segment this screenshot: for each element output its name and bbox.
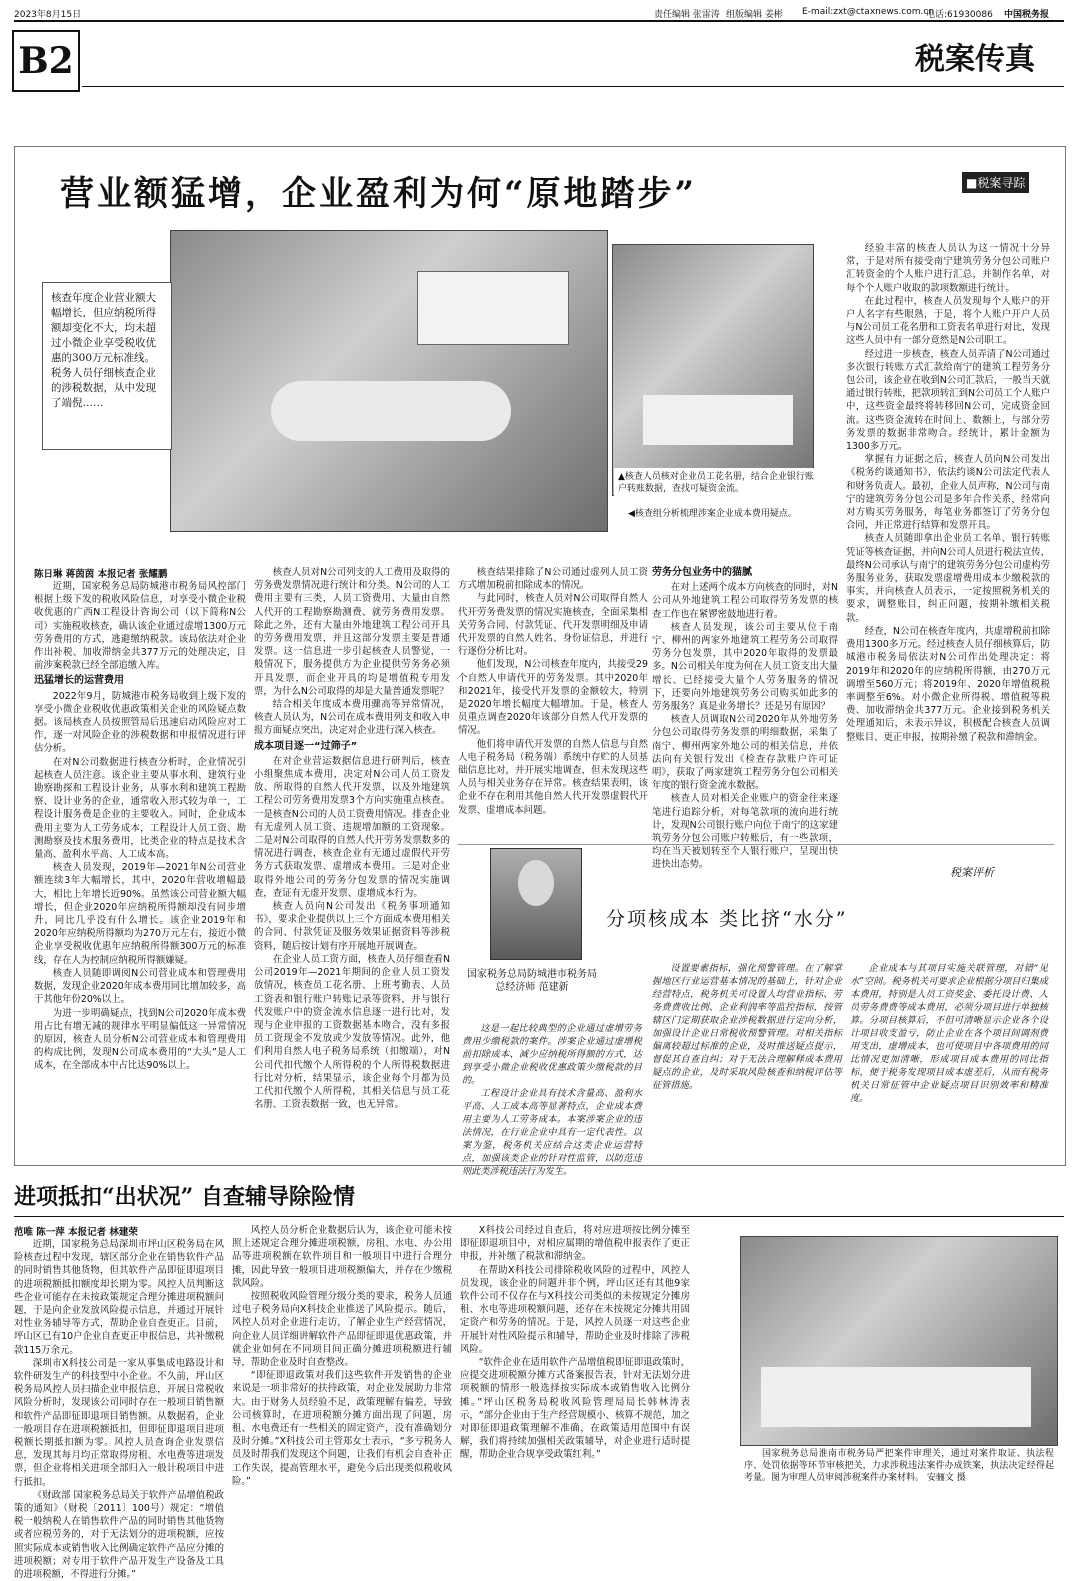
commentary-paragraph: 工程设计企业具有技术含量高、盈利水平高、人工成本高等显著特点，企业成本费用主要为人工劳务成本。本案涉案企业的违法情况，在行业企业中具有一定代表性。以案为鉴，税务机关应结合这类企业运营特点，加强该类企业的针对性监管，以防范违则此类涉税违法行为发生。 bbox=[462, 1088, 642, 1177]
commentary-paragraph: 企业成本与其项目实施关联管理，对错“见水”空间。税务机关可要求企业根据分项目归集成本费用，特别是人员工资奖金、委托设计费、人员劳务费费等成本费用，必须分项目进行单独核算。分项目核算后，不但可清晰显示企业各个设计项目收支盈亏，防止企业在各个项目间调剂费用支出，虚增成本，也可使项目中各项费用的同比情况更加清晰，形成项目成本费用的同比指标，便于税务发现项目成本虚差后，从而有税务机关日常征管中企业疑点项目识别效率和精准度。 bbox=[850, 963, 1048, 1104]
story1-column-2 bbox=[254, 566, 450, 1111]
story2-paragraph: 按照税收风险管理分级分类的要求，税务人员通过电子税务局向X科技企业推送了风险提示。随后，风控人员对企业进行走访，了解企业生产经营情况，向企业人员详细讲解软件产品即征即退优惠政策，并就企业如何在不同项目间正确分摊进项税额进行辅导，帮助企业及时自查整改。 bbox=[232, 1291, 452, 1369]
story1-paragraph: 在此过程中，核查人员发现每个人账户的开户人名字有些眼熟，于是，将个人账户开户人员与N公司员工花名册和工资表名单进行对比，发现这些人员中有一部分竟然是N公司职工。 bbox=[846, 295, 1050, 347]
author-face bbox=[518, 860, 554, 906]
story1-column-1 bbox=[34, 580, 246, 1072]
author-caption bbox=[462, 968, 602, 994]
story1-paragraph: 核查结果排除了N公司通过虚列人员工资方式增加税前扣除成本的情况。 bbox=[458, 567, 648, 592]
story1-paragraph: 核查人员随即调阅N公司营业成本和管理费用数据，发现企业2020年成本费用同比增加较多，高于其他年份20%以上。 bbox=[34, 967, 246, 1006]
story1-paragraph: 结合相关年度成本费用骤高等异常情况，核查人员认为，N公司在成本费用列支和收入申报方面疑点突出，决定对企业进行深入核查。 bbox=[254, 699, 450, 737]
layout-credit: 组版编辑 姜彬 bbox=[726, 10, 783, 20]
page-number: B2 bbox=[12, 30, 80, 92]
document-stack bbox=[643, 395, 793, 445]
story2-paragraph: “即征即退政策对我们这些软件开发销售的企业来说是一项非常好的扶持政策，对企业发展助力非常大。由于财务人员经验不足，政策理解有偏差，导致公司核算时，在进项税额分摊方面出现了问题，房租、水电费还有一些相关的固定资产，没有准确划分及时分摊。”X科技公司主管郑女士表示，“多亏税务人员及时帮我们发现这个问题，让我们有机会自查补正工作失误，提高管理水平，避免今后出现类似税收风险。” bbox=[232, 1370, 452, 1487]
story1-column-3 bbox=[458, 566, 648, 836]
story2-paragraph: 风控人员分析企业数据后认为，该企业可能未按照上述规定合理分摊进项税额，房租、水电、办公用品等进项税额在软件项目和一般项目中进行合理分摊，因此导致一般项目进项税额偏大，并存在少缴税款风险。 bbox=[232, 1225, 452, 1289]
newspaper-name: 中国税务报 bbox=[1004, 10, 1050, 20]
story2-headline: 进项抵扣“出状况” 自查辅导除险情 bbox=[14, 1184, 355, 1210]
story1-subhead-2: 成本项目逐一“过筛子” bbox=[254, 740, 358, 752]
projector-screen bbox=[417, 271, 569, 345]
commentary-paragraph: 设置要素指标，强化预警管理。在了解掌握地区行业运营基本情况的基础上，针对企业经营特点，税务机关可设置人均营业指标、劳务费费收比例、企业利润率等监控指标，按管辖区门定期获取企业涉税数据进行定向分析，加强设计企业日常税收预警管理。对相关指标偏离较超过标准的企业，及时推送疑点提示，督促其自查自纠；对于无法合理解释成本费用疑点的企业，及时采取风险核查和纳税评估等征管措施。 bbox=[652, 963, 842, 1091]
commentary-column-2 bbox=[652, 962, 842, 1152]
header-rule bbox=[14, 20, 1064, 22]
story2-photo-caption: 国家税务总局淮南市税务局严把案件审理关，通过对案件取证、执法程序、处罚依据等环节审核把关，力求涉税违法案件办成铁案，执法决定经得起考量。图为审理人员审阅涉税案件办案材料。 安骊文 摄 bbox=[744, 1449, 1054, 1483]
story1-section-tag: ■税案寻踪 bbox=[962, 172, 1029, 193]
story1-paragraph: 核查人员随即拿出企业员工名单、银行转账凭证等核查证据，并向N公司人员进行税法宣传，最终N公司承认与南宁的建筑劳务分包公司虚构劳务服务业务，获取发票虚增费用成本少缴税款的事实，并向核查人员表示，一定按照税务机关的要求，调整账目，纠正问题，按期补缴相关税款。 bbox=[846, 533, 1050, 624]
story1-paragraph: 在企业人员工资方面，核查人员仔细查看N公司2019年—2021年期间的企业人员工资发放情况，核查员工花名册、上班考勤表、人员工资表和银行账户转账记录等资料，并与银行代发账户中的资金流水信息逐一进行比对，发现与企业申报的工资数据基本吻合，没有多报员工资现金不发放或少发放等情况。此外，他们利用自然人电子税务局系统（扣缴端），对N公司代扣代缴个人所得税的个人所得税数据进行比对分析，结果显示，该企业每个月都为员工代扣代缴个人所得税，其相关信息与员工花名册、工资表数据一致，也无异常。 bbox=[254, 953, 450, 1111]
story1-paragraph: 核查人员对相关企业账户的资金往来逐笔进行追踪分析，对每笔款项的流向进行统计，发现N公司银行账户向位于南宁的这家建筑劳务分包公司账户转账后，有一些款项，均在当天被划转至个人银行账户，呈现出快进快出态势。 bbox=[652, 793, 838, 871]
story1-byline: 陈日琳 蒋茵茵 本报记者 张耀鹏 bbox=[34, 569, 168, 580]
story2-paragraph: 《财政部 国家税务总局关于软件产品增值税政策的通知》（财税〔2011〕100号）规定：“增值税一般纳税人在销售软件产品的同时销售其他货物或者应税劳务的，对于无法划分的进项税额，应按照实际成本或销售收入比例确定软件产品应分摊的进项税额；对专用于软件产品开发生产设备及工具的进项税额，不得进行分摊。” bbox=[14, 1489, 224, 1581]
story1-paragraph: 近期，国家税务总局防城港市税务局风控部门根据上级下发的税收风险信息，对享受小微企业税收优惠的广西N工程设计咨询公司（以下简称N公司）实施税收核查，确认该企业通过虚增1300万元劳务费用的方式，逃避缴纳税款。该局依法对企业作出补税、加收滞纳金共377万元的处理决定，目前涉案税款已经全部追缴入库。 bbox=[34, 581, 246, 672]
story2-paragraph: X科技公司经过自查后，将对应进项按比例分摊至即征即退项目中，对相应属期的增值税申报表作了更正申报，并补缴了税款和滞纳金。 bbox=[460, 1225, 690, 1263]
story1-subhead-1: 迅猛增长的运营费用 bbox=[34, 675, 124, 687]
commentary-title: 分项核成本 类比挤“水分” bbox=[606, 908, 848, 930]
story2-byline: 范唯 陈一萍 本报记者 林建荣 bbox=[14, 1227, 138, 1238]
story1-paragraph: 经查，N公司在核查年度内，共虚增税前扣除费用1300多万元。经过核查人员仔细核算后，防城港市税务局依法对N公司作出处理决定：将2019年和2020年的应纳税所得额，由270万元调增至560万元；将2019年、2020年增值税税率调整至6%。对小微企业所得税、增值税等税费、加收滞纳金共377万元。企业接到税务机关处理通知后，未表示异议，积极配合核查人员调整账目、更正申报，按期补缴了税款和滞纳金。 bbox=[846, 625, 1050, 743]
story2-paragraph: 近期，国家税务总局深圳市坪山区税务局在风险核查过程中发现，辖区部分企业在销售软件产品的同时销售其他货物，但其软件产品即征即退项目的进项税额抵扣额度却长期为零。风控人员判断这些企业可能存在未按政策规定合理分摊进项税额问题，于是向企业发放风险提示信息，并通过开展针对性业务辅导等方式，帮助企业自查更正。目前，坪山区已有10户企业自查更正申报信息，共补缴税款115万余元。 bbox=[14, 1239, 224, 1356]
meeting-table bbox=[271, 381, 511, 441]
story2-column-3 bbox=[460, 1224, 690, 1544]
commentary-column-3 bbox=[850, 962, 1048, 1152]
documents-on-table bbox=[761, 1367, 1031, 1427]
story1-paragraph: 在对N公司数据进行核查分析时，企业情况引起核查人员注意。该企业主要从事水利、建筑行业勘察勘探和工程设计业务，从事水利和建筑工程勘察、设计业务的企业，通常收入形式较为单一，工程设计服务费是企业的主要收入。同时，企业成本费用主要为人工劳务成本，工程设计人员工资、勘测勘察及技术服务费用，比类企业的特点是技术含量高、盈利水平高、人工成本高。 bbox=[34, 756, 246, 861]
story2-paragraph: 深圳市X科技公司是一家从事集成电路设计和软件研发生产的科技型中小企业。不久前，坪山区税务局风控人员扫描企业申报信息，开展日常税收风险分析时，发现该公司同时存在一般项目销售额和软件产品即征即退项目销售额。从数据看，企业一般项目存在进项税额抵扣，但即征即退项目进项税额长期抵扣额为零。风控人员查询企业发票信息，发现其每月均正常取得房租、水电费等进项发票，但企业将相关进项全部归入一般计税项目中进行抵扣。 bbox=[14, 1357, 224, 1488]
story2-rule bbox=[14, 1216, 1064, 1217]
story2-paragraph: 在帮助X科技公司排除税收风险的过程中，风控人员发现，该企业的问题并非个例，坪山区还有其他9家软件公司不仅存在与X科技公司类似的未按规定分摊房租、水电等进项税额问题，还存在未按规定分摊共用固定资产和劳务的情况。于是，风控人员逐一对这些企业开展针对性风险提示和辅导，帮助企业及时排除了涉税风险。 bbox=[460, 1264, 690, 1355]
story1-paragraph: 经验丰富的核查人员认为这一情况十分异常，于是对所有接受南宁建筑劳务分包公司账户汇转资金的个人账户进行汇总，并制作名单，对每个个人账户收取的款项数额进行统计。 bbox=[846, 243, 1050, 294]
story1-headline: 营业额猛增，企业盈利为何“原地踏步” bbox=[60, 174, 698, 214]
story1-paragraph: 核查人员向N公司发出《税务事项通知书》，要求企业提供以上三个方面成本费用相关的合同、付款凭证及服务效果证据资料等涉税资料，随后按计划有序开展地开展调查。 bbox=[254, 901, 450, 952]
commentary-rule bbox=[458, 844, 1054, 845]
author-caption-line-2: 总经济师 范建新 bbox=[495, 982, 569, 993]
story1-photo-caption-1: ▲核查人员核对企业员工花名册，结合企业银行账户转账数据，查找可疑资金流。 bbox=[614, 468, 820, 498]
story1-paragraph: 他们发现，N公司核查年度内，共接受29个自然人申请代开的劳务发票。其中2020年和2021年，接受代开发票的金额较大，特别是2020年增长幅度大幅增加。于是，核查人员重点调查2020年该部分自然人代开发票的情况。 bbox=[458, 659, 648, 737]
story1-intro-box: 核查年度企业营业额大幅增长，但应纳税所得额却变化不大，均未超过小微企业享受税收优惠的300万元标准线。税务人员仔细核查企业的涉税数据，从中发现了端倪…… bbox=[42, 282, 172, 450]
story1-paragraph: 经过进一步核查，核查人员弄清了N公司通过多次银行转账方式汇款给南宁的建筑工程劳务分包公司，该企业在收到N公司汇款后，一般当天就通过银行转账，把款项转汇到N公司员工个人账户中，这些资金最终将转移回N公司，完成资金回流。这些资金流转在时间上、数额上，与部分劳务发票的数据非常吻合。经统计，累计金额为1300多万元。 bbox=[846, 348, 1050, 453]
story1-column-5 bbox=[846, 242, 1050, 836]
commentary-paragraph: 这是一起比较典型的企业通过虚增劳务费用少缴税款的案件。涉案企业通过虚增税前扣除成本、减少应纳税所得额的方式，达到享受小微企业税收优惠政策少缴税款的目的。 bbox=[462, 1023, 642, 1086]
editor-credit: 责任编辑 张雷涛 bbox=[654, 10, 720, 20]
story1-paragraph: 与此同时，核查人员对N公司取得自然人代开劳务费发票的情况实施核查，全面采集相关劳务合同、付款凭证、代开发票明细及申请代开发票的自然人姓名、身份证信息，并进行行逐份分析比对。 bbox=[458, 593, 648, 658]
story1-column-4 bbox=[652, 566, 838, 871]
story1-photo-caption-2: ◀核查组分析梳理涉案企业成本费用疑点。 bbox=[628, 509, 797, 519]
story1-paragraph: 核查人员发现，2019年—2021年N公司营业额连续3年大幅增长，其中，2020年营收增幅最大，相比上年增长近90%。虽然该公司营业额大幅增长，但企业2020年应纳税所得额却没有同步增升，同比几乎没有什么增长。该企业2019年和2020年应纳税所得额均为270万元左右，接近小微企业享受税收优惠年应纳税所得额300万元的标准线，存在人为控制应纳税所得额嫌疑。 bbox=[34, 862, 246, 966]
page-header-bar bbox=[14, 6, 1064, 20]
issue-date: 2023年8月15日 bbox=[14, 10, 82, 20]
story1-paragraph: 2022年9月，防城港市税务局收到上级下发的享受小微企业税收优惠政策相关企业的风险疑点数据。该局核查人员按照管局后迅速启动风险应对工作，逐一对风险企业的涉税数据和申报情况进行评估分析。 bbox=[34, 690, 246, 755]
email-contact: E-mail:zxt@ctaxnews.com.cn bbox=[802, 7, 935, 17]
story1-paragraph: 核查人员对N公司列支的人工费用及取得的劳务费发票情况进行统计和分类。N公司的人工费用主要有三类，人员工资费用、大量由自然人代开的工程勘察勘测费、就劳务费用发票。除此之外，还有大量由外地建筑工程公司开具的劳务费用发票，并且这部分发票主要是普通发票。这一信息进一步引起核查人员警觉，一般情况下，服务提供方为企业提供劳务务必须开具发票，而企业开具的均是增值税专用发票，为什么N公司取得的却是大量普通发票呢？ bbox=[254, 567, 450, 697]
story1-paragraph: 他们将申请代开发票的自然人信息与自然人电子税务局（税务端）系统中存贮的人员基础信息比对，并开展实地调查，但未发现这些人员与相关业务存在异常。核查结果表明，该企业不存在利用其他自然人代开发票虚假代开发票、虚增成本问题。 bbox=[458, 738, 648, 816]
author-caption-line-1: 国家税务总局防城港市税务局 bbox=[467, 969, 597, 980]
story1-photo-meeting bbox=[170, 230, 608, 532]
column-rule bbox=[82, 86, 1064, 87]
story2-paragraph: “软件企业在适用软件产品增值税即征即退政策时，应提交进项税额分摊方式备案报告表，针对无法划分进项税额的情形一般选择按实际成本或销售收入比例分摊。”坪山区税务局税收风险管理局局长韩林涛表示，“部分企业由于生产经营规模小、核算不规范，加之对即征即退政策理解不准确，在政策适用范围中有误解，我们将持续加强相关政策辅导，对企业进行适时提醒，帮助企业合规享受政策红利。” bbox=[460, 1357, 690, 1461]
story2-column-2 bbox=[232, 1224, 452, 1544]
story1-paragraph: 核查人员发现，该公司主要从位于南宁、柳州的两家外地建筑工程劳务公司取得劳务分包发票，其中2020年取得的发票最多。N公司相关年度为何在人员工资支出大量增长、已经接受大量个人劳务服务的情况下，还要向外地建筑劳务公司购买如此多的劳务服务？真是业务增长？还是另有原因？ bbox=[652, 621, 838, 713]
phone-contact: 电话:61930086 bbox=[926, 10, 993, 20]
story2-photo bbox=[740, 1236, 1058, 1446]
commentary-tag: 税案评析 bbox=[950, 866, 994, 879]
story1-paragraph: 在对上述两个成本方向核查的同时，对N公司从外地建筑工程公司取得劳务发票的核查工作也在紧锣密鼓地进行着。 bbox=[652, 582, 838, 620]
commentary-column-1 bbox=[462, 1022, 642, 1177]
story1-paragraph: 为进一步明确疑点，找到N公司2020年成本费用占比有增无减的规律水平明显偏低这一异常情况的原因，核查人员分析N公司营业成本和管理费用的构成比例，发现N公司成本费用的“大头”是人工成本，在全部成本中占比达90%以上。 bbox=[34, 1007, 246, 1072]
story2-column-1 bbox=[14, 1238, 224, 1581]
story1-photo-desk bbox=[612, 244, 814, 496]
story1-paragraph: 核查人员调取N公司2020年从外地劳务分包公司取得劳务发票的明细数据，采集了南宁、柳州两家外地公司的相关信息，并依法向有关银行发出《检查存款账户许可证明》，获取了两家建筑工程劳务分包公司相关年度的银行资金流水数据。 bbox=[652, 714, 838, 792]
column-name: 税案传真 bbox=[915, 42, 1035, 77]
story1-paragraph: 在对企业营运数据信息进行研判后，核查小组聚焦成本费用，决定对N公司人员工资发放、所取得的自然人代开发票，以及外地建筑工程公司劳务费用发票3个方向实施重点核查。一是核查N公司的人员工资费用情况。排查企业有无虚列人员工资、违规增加额的工资现象。二是对N公司取得的自然人代开劳务发票数多的情况进行调查，核查企业有无通过虚假代开劳务方式获取发票、虚增成本费用。三是对企业取得外地公司的劳务分包发票的情况实施调查，查证有无虚开发票、虚增成本行为。 bbox=[254, 755, 450, 899]
story1-subhead-3: 劳务分包业务中的猫腻 bbox=[652, 567, 752, 578]
story1-paragraph: 掌握有力证据之后，核查人员向N公司发出《税务约谈通知书》，依法约谈N公司法定代表人和财务负责人。最初，企业人员声称，N公司与南宁的建筑劳务分包公司是多年合作关系，经常向对方购买劳务服务，每笔业务都签订了劳务分包合同，并正常进行结算和发票开具。 bbox=[846, 454, 1050, 532]
